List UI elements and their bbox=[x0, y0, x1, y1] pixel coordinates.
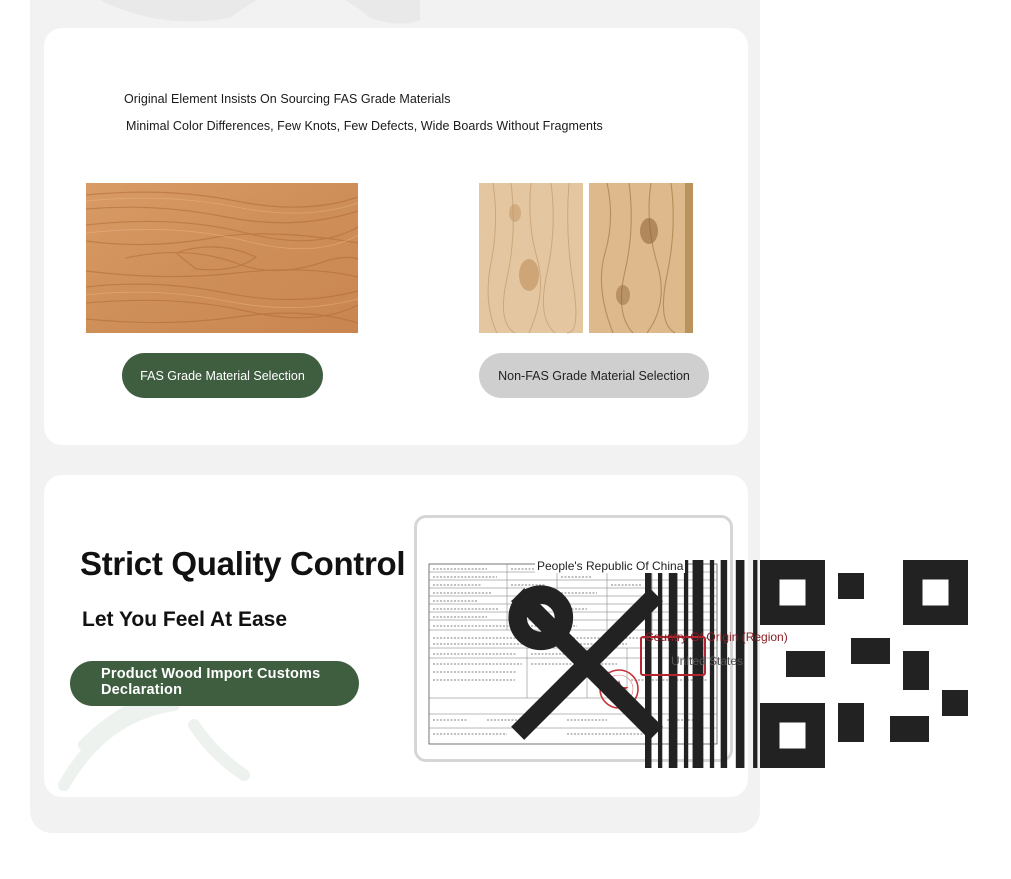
decorative-background-shapes bbox=[44, 625, 304, 797]
customs-document-form bbox=[427, 538, 788, 746]
customs-document-image bbox=[414, 515, 788, 762]
fas-intro-line: Original Element Insists On Sourcing FAS Grade Materials bbox=[124, 92, 451, 106]
fas-comparison-card bbox=[44, 28, 748, 445]
quality-control-title: Strict Quality Control bbox=[80, 545, 406, 582]
fas-quality-line: Minimal Color Differences, Few Knots, Few Defects, Wide Boards Without Fragments bbox=[126, 119, 603, 133]
quality-control-subtitle: Let You Feel At Ease bbox=[82, 608, 288, 631]
quality-control-card bbox=[44, 475, 788, 797]
customs-declaration-button[interactable]: Product Wood Import Customs Declaration bbox=[70, 661, 359, 706]
nonfas-wood-sample-image-1 bbox=[479, 183, 583, 333]
fas-wood-sample-image bbox=[86, 183, 358, 333]
origin-value: United States bbox=[671, 654, 744, 668]
nonfas-wood-sample-image-2 bbox=[589, 183, 693, 333]
fas-grade-selection-button[interactable]: FAS Grade Material Selection bbox=[122, 353, 323, 398]
document-country-header: People's Republic Of China bbox=[537, 559, 684, 573]
nonfas-grade-selection-button[interactable]: Non-FAS Grade Material Selection bbox=[479, 353, 709, 398]
origin-label: Country Of Origin (Region) bbox=[645, 630, 788, 644]
qr-code-icon bbox=[717, 560, 1011, 768]
